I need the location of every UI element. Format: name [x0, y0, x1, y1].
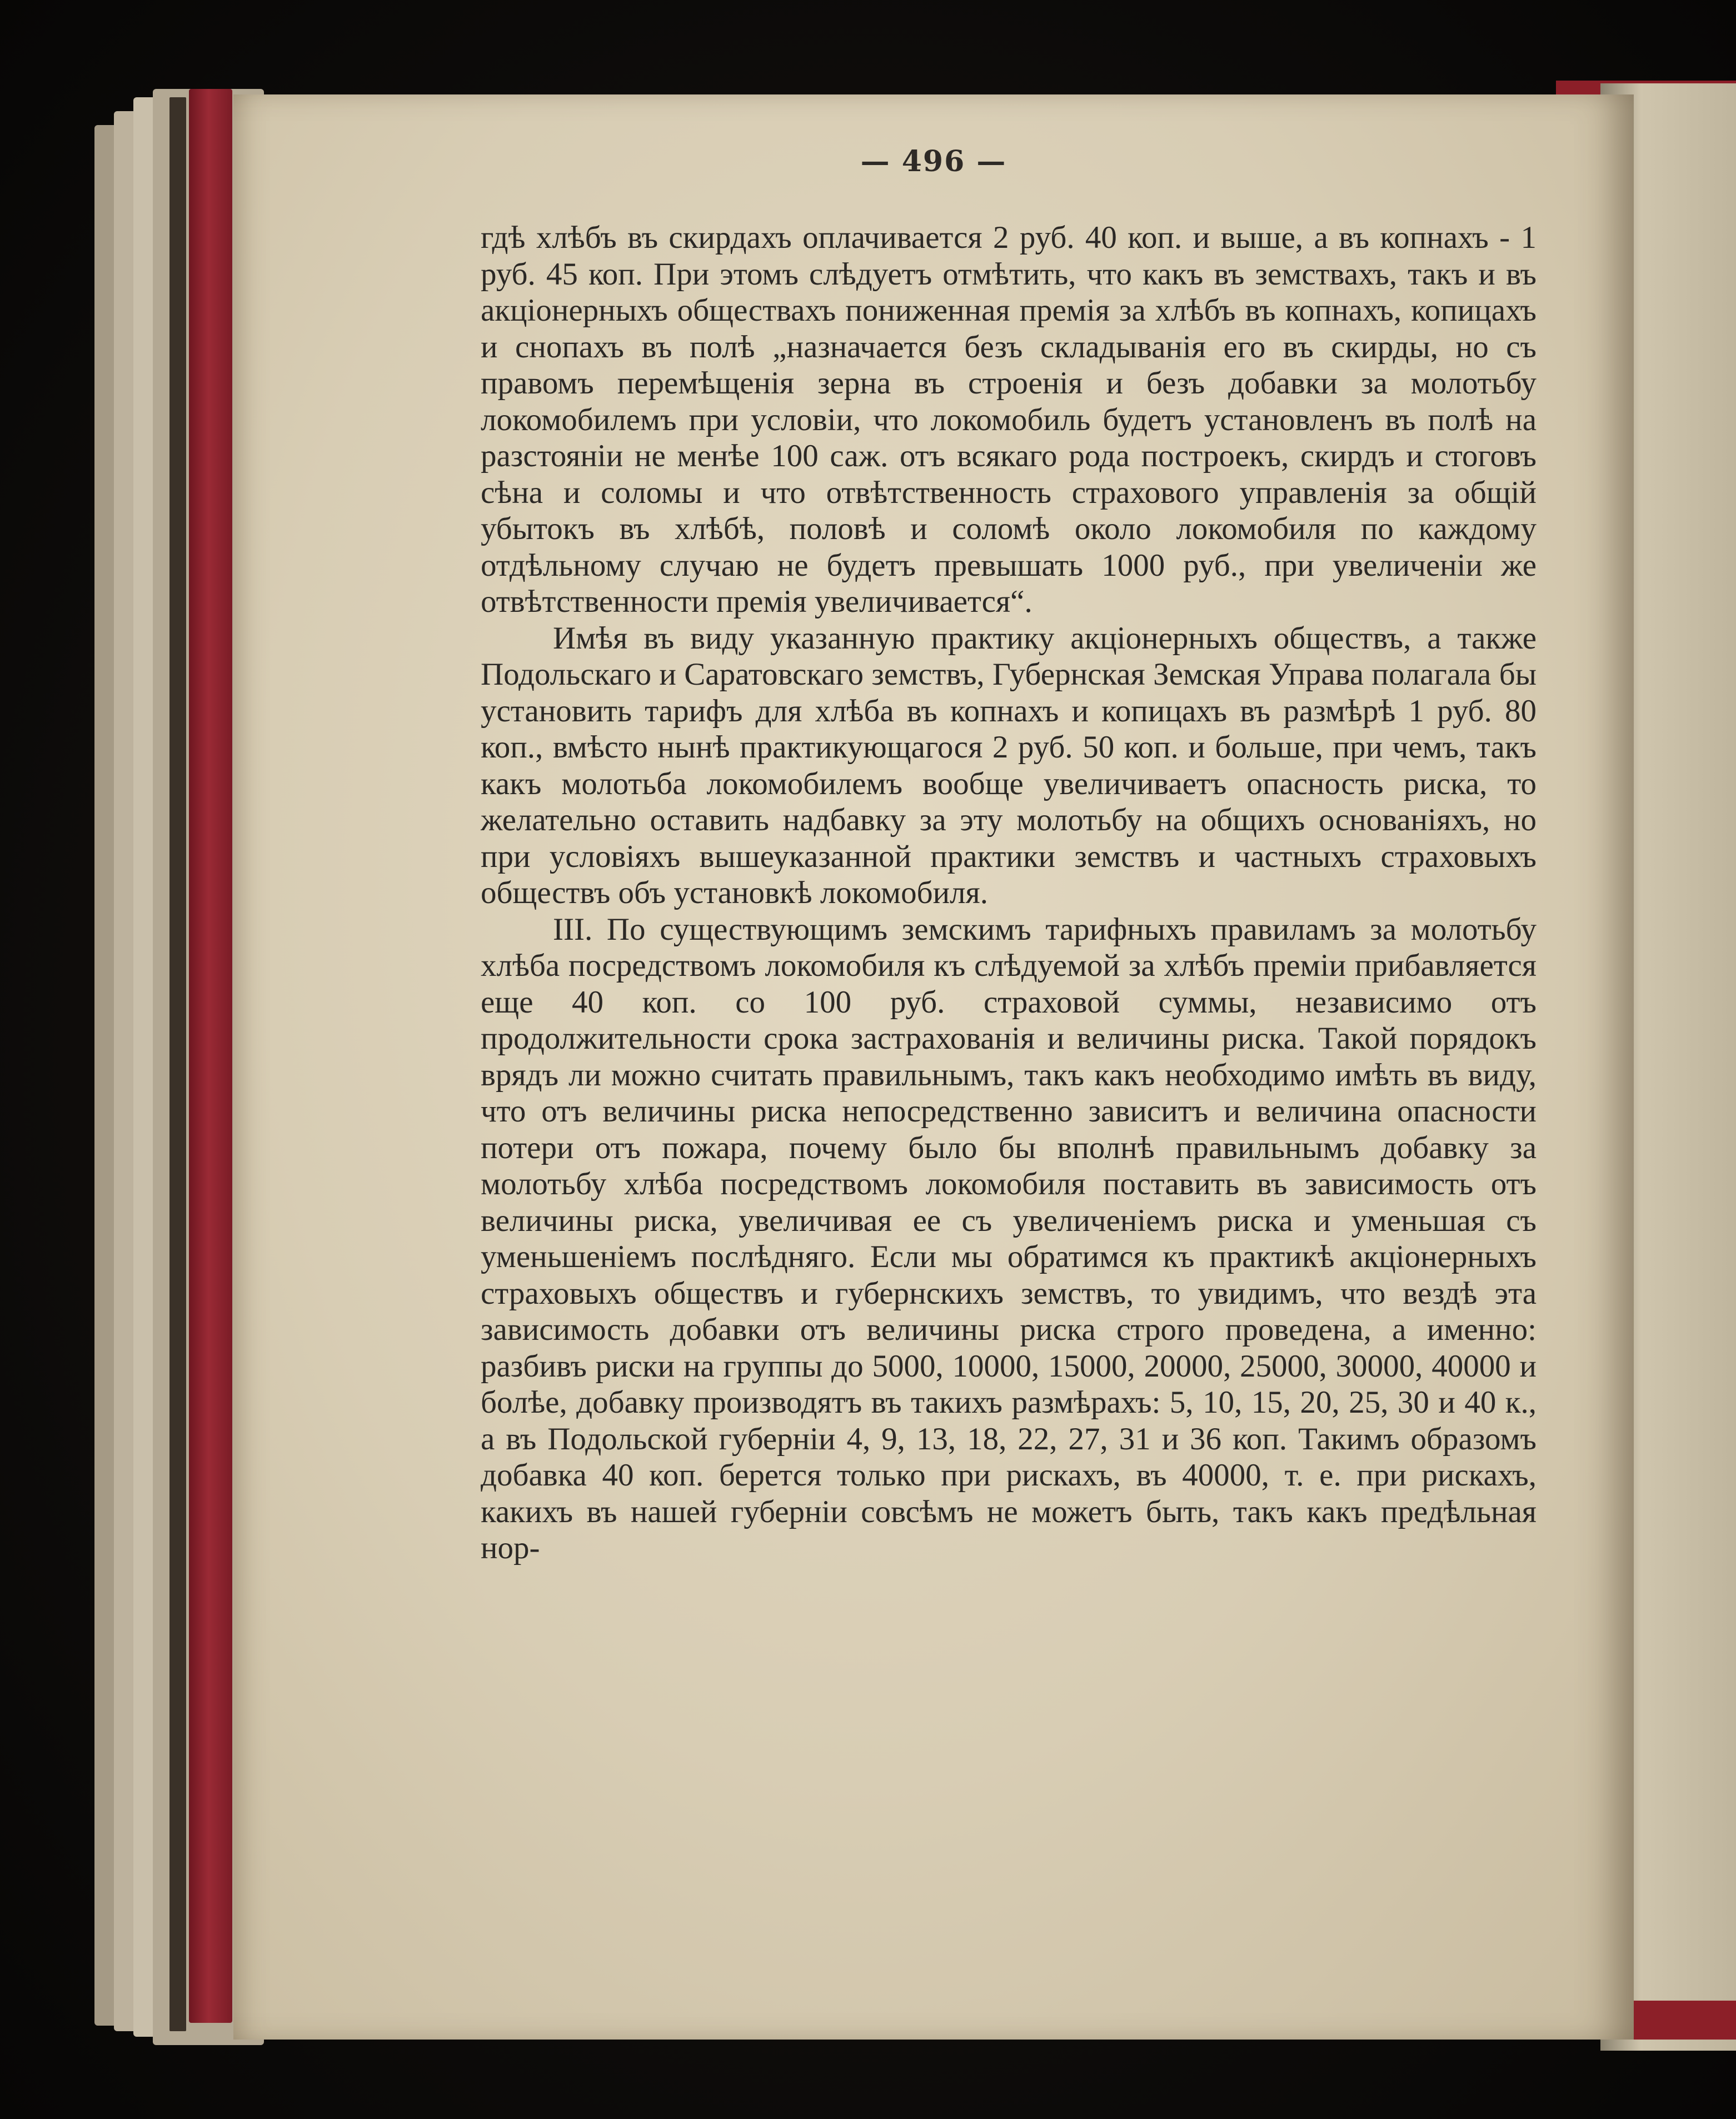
page-stack-shadow [169, 97, 186, 2031]
book-page [233, 94, 1634, 2040]
red-binding-strip [189, 89, 232, 2023]
paragraph: III. По существующимъ земскимъ тарифныхъ правиламъ за молотьбу хлѣба посредствомъ локомобиля къ слѣдуемой за хлѣбъ преміи прибавляется еще 40 коп. со 100 руб. страховой суммы, независимо отъ продолжительности срока застрахованія и величины риска. Такой порядокъ врядъ ли можно считать правильнымъ, такъ какъ необходимо имѣть въ виду, что отъ величины риска непосредственно зависитъ и величина опасности потери отъ пожара, почему было бы вполнѣ правильнымъ добавку за молотьбу хлѣба посредствомъ локомобиля поставить въ зависимость отъ величины риска, увеличивая ее съ увеличеніемъ риска и уменьшая съ уменьшеніемъ послѣдняго. Если мы обратимся къ практикѣ акціонерныхъ страховыхъ обществъ и губернскихъ земствъ, то увидимъ, что вездѣ эта зависимость добавки отъ величины риска строго проведена, а именно: разбивъ риски на группы до 5000, 10000, 15000, 20000, 25000, 30000, 40000 и болѣе, добавку производятъ въ такихъ размѣрахъ: 5, 10, 15, 20, 25, 30 и 40 к., а въ Подольской губерніи 4, 9, 13, 18, 22, 27, 31 и 36 коп. Такимъ образомъ добавка 40 коп. берется только при рискахъ, въ 40000, т. е. при рискахъ, какихъ въ нашей губерніи совсѣмъ не можетъ быть, такъ какъ предѣльная нор- [481, 911, 1537, 1565]
page-number: — 496 — [860, 144, 1007, 178]
page-text [481, 220, 1537, 1567]
paragraph: гдѣ хлѣбъ въ скирдахъ оплачивается 2 руб. 40 коп. и выше, а въ копнахъ - 1 руб. 45 коп. При этомъ слѣдуетъ отмѣтить, что какъ въ земствахъ, такъ и въ акціонерныхъ обществахъ пониженная премія за хлѣбъ въ копнахъ, копицахъ и снопахъ въ полѣ „назначается безъ складыванія его въ скирды, но съ правомъ перемѣщенія зерна въ строенія и безъ добавки за молотьбу локомобилемъ при условіи, что локомобиль будетъ установленъ въ полѣ на разстояніи не менѣе 100 саж. отъ всякаго рода построекъ, скирдъ и стоговъ сѣна и соломы и что отвѣтственность страхового управленія за общій убытокъ въ хлѣбѣ, половѣ и соломѣ около локомобиля по каждому отдѣльному случаю не будетъ превышать 1000 руб., при увеличеніи же отвѣтственности премія увеличивается“. [481, 220, 1537, 619]
paragraph: Имѣя въ виду указанную практику акціонерныхъ обществъ, а также Подольскаго и Саратовскаго земствъ, Губернская Земская Управа полагала бы установить тарифъ для хлѣба въ копнахъ и копицахъ въ размѣрѣ 1 руб. 80 коп., вмѣсто нынѣ практикующагося 2 руб. 50 коп. и больше, при чемъ, такъ какъ молотьба локомобилемъ вообще увеличиваетъ опасность риска, то желательно оставить надбавку за эту молотьбу на общихъ основаніяхъ, но при условіяхъ вышеуказанной практики земствъ и частныхъ страховыхъ обществъ объ установкѣ локомобиля. [481, 620, 1537, 910]
